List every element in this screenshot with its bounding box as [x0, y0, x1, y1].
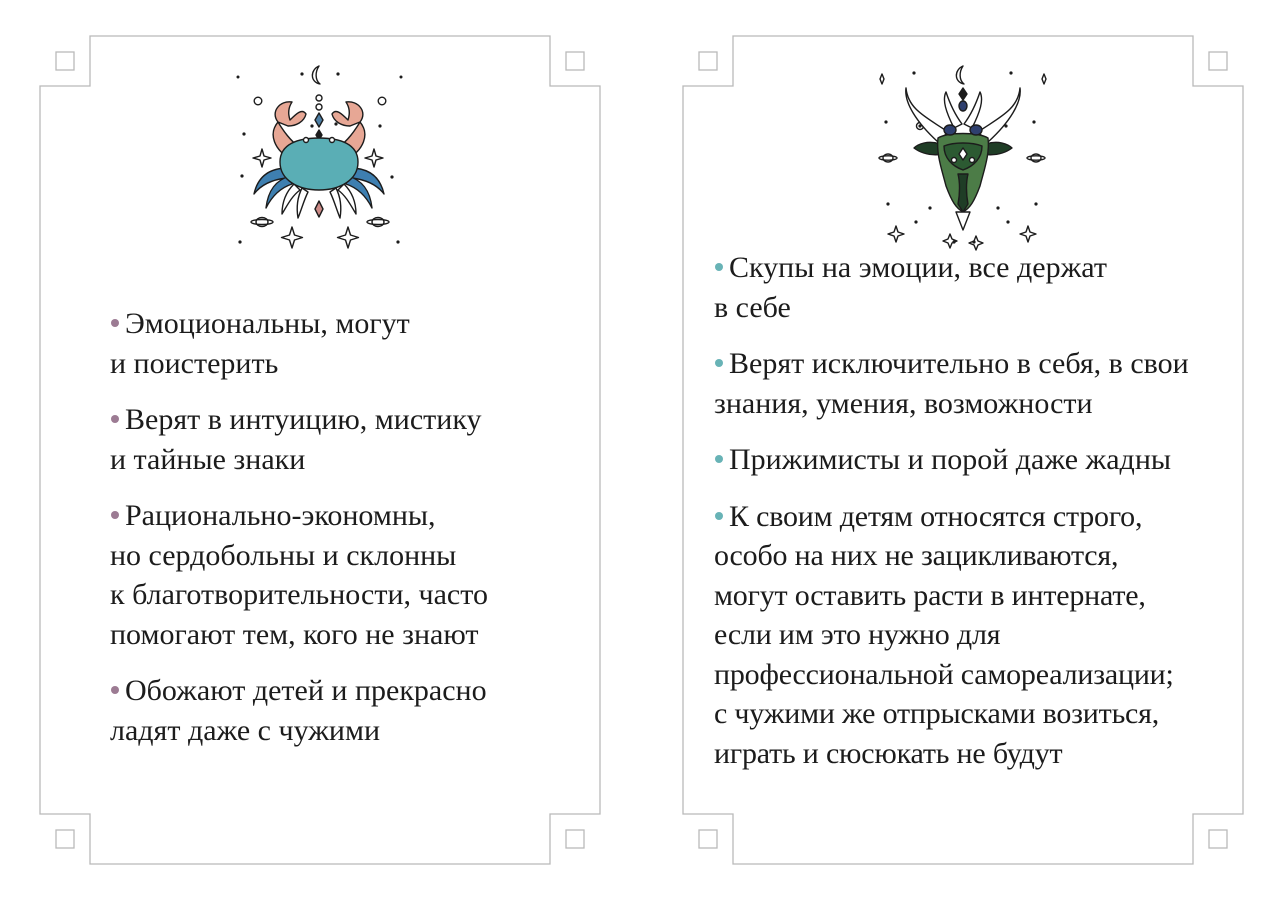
trait-item [110, 671, 550, 750]
trait-text: Верят в интуицию, мистику и тайные знаки [110, 403, 482, 476]
trait-item [110, 304, 550, 383]
bullet-icon [715, 263, 723, 271]
trait-text: К своим детям относятся строго, особо на них не зацикливаются, могут оставить расти в интернате, если им это нужно для профессиональной самореализации; с чужими же отпрысками возиться, играть и сюсюкать не будут [714, 499, 1174, 770]
bullet-icon [111, 415, 119, 423]
trait-item [714, 497, 1244, 774]
trait-text: Рационально-экономны, но сердобольны и склонны к благотворительности, часто помогают тем, кого не знают [110, 499, 488, 651]
bullet-icon [111, 511, 119, 519]
bullet-icon [111, 319, 119, 327]
bullet-icon [111, 686, 119, 694]
trait-text: Эмоциональны, могут и поистерить [110, 307, 410, 380]
trait-item [110, 400, 550, 479]
trait-text: Скупы на эмоции, все держат в себе [714, 251, 1107, 324]
trait-text: Прижимисты и порой даже жадны [729, 443, 1172, 476]
bullet-icon [715, 359, 723, 367]
capricorn-traits-list [714, 248, 1244, 790]
trait-item [110, 496, 550, 654]
cancer-crab-icon [230, 64, 410, 254]
bullet-icon [715, 455, 723, 463]
bullet-icon [715, 512, 723, 520]
trait-item [714, 440, 1244, 480]
capricorn-goat-icon [874, 62, 1054, 252]
trait-text: Верят исключительно в себя, в свои знания, умения, возможности [714, 347, 1189, 420]
cancer-traits-list [110, 304, 550, 767]
trait-item [714, 248, 1244, 327]
trait-text: Обожают детей и прекрасно ладят даже с чужими [110, 674, 487, 747]
capricorn-card [640, 0, 1280, 900]
trait-item [714, 344, 1244, 423]
